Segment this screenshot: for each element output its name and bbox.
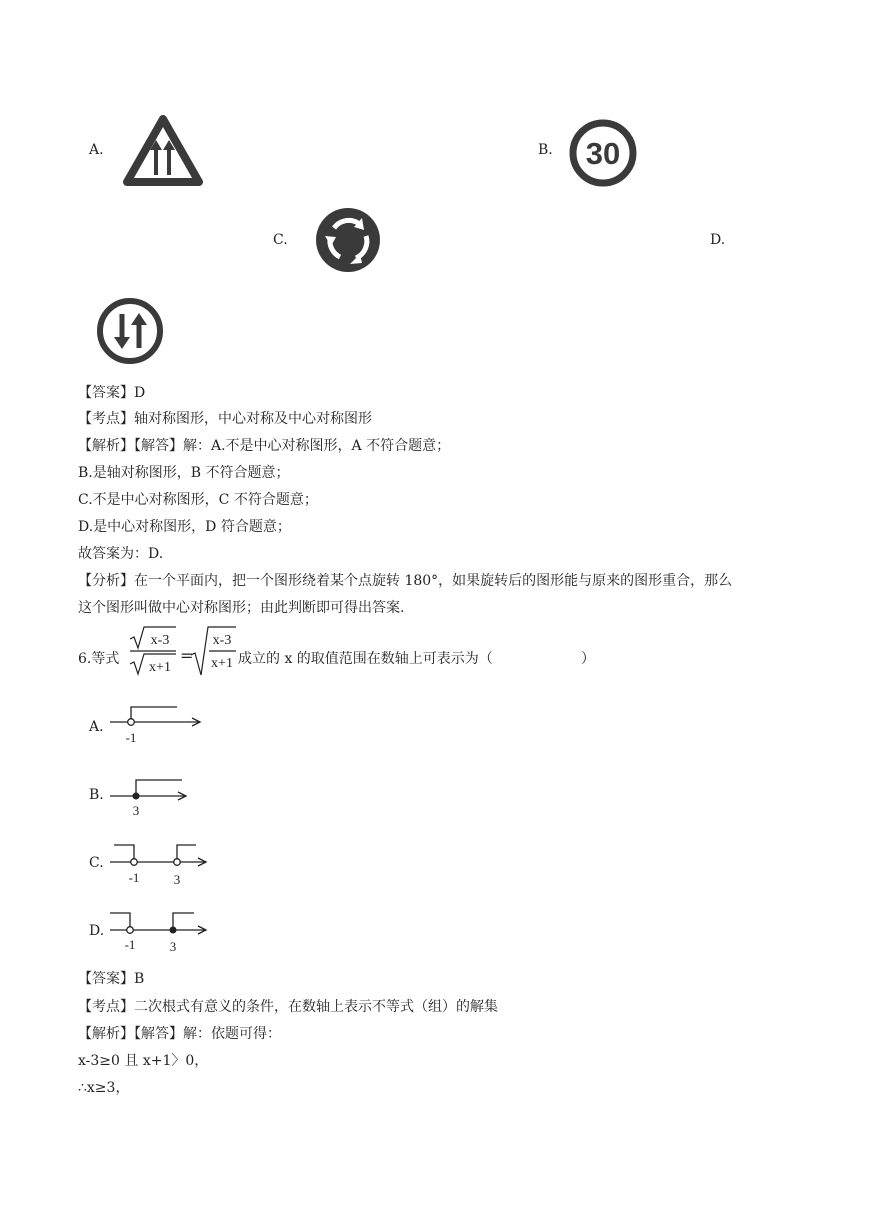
open-point-marker [174,859,181,866]
q5-answer: 【答案】D [78,385,146,401]
tick-label: 3 [132,803,140,818]
q5-option-d-label: D. [710,232,726,248]
q6-option-a-number-line [106,702,206,746]
q6-rhs-denominator: x+1 [211,656,233,671]
q5-jiexi-2: B.是轴对称图形，B 不符合题意； [78,465,290,481]
open-point-marker [128,719,135,726]
q5-jiexi-3: C.不是中心对称图形，C 不符合题意； [78,492,318,508]
q6-option-b-number-line [106,773,190,819]
roundabout-sign-icon [314,206,382,274]
q5-jiexi-4: D.是中心对称图形，D 符合题意； [78,519,291,535]
q5-option-a-label: A. [89,142,104,158]
q6-lhs-numerator: x-3 [150,633,170,648]
q6-option-b-label: B. [89,787,104,803]
q5-jiexi-1: 【解析】【解答】解：A.不是中心对称图形，A 不符合题意； [78,438,451,454]
q6-kaodian: 【考点】二次根式有意义的条件，在数轴上表示不等式（组）的解集 [78,999,498,1015]
closed-point-marker [133,793,140,800]
triangle-two-up-arrows-sign-icon [121,113,205,187]
q6-rhs-radical [190,625,238,677]
q6-option-c-label: C. [89,855,104,871]
q6-stem-suffix: 成立的 x 的取值范围在数轴上可表示为（ [238,651,493,667]
q5-kaodian: 【考点】轴对称图形，中心对称及中心对称图形 [78,411,372,427]
q6-stem-prefix: 6.等式 [78,651,120,667]
q6-option-d-number-line [106,908,210,956]
speed-limit-sign-icon [568,118,638,188]
open-point-marker [127,927,134,934]
tick-label: 3 [173,872,181,887]
down-up-arrows-circle-sign-icon [95,296,165,366]
q6-jiexi-3: ∴x≥3， [78,1080,130,1096]
tick-label: -1 [128,870,140,885]
q6-option-d-label: D. [89,923,105,939]
q6-equals-sign: = [180,646,194,665]
q6-option-c-number-line [106,840,210,888]
q6-jiexi-1: 【解析】【解答】解：依题可得： [78,1026,281,1042]
tick-label: 3 [169,939,177,954]
q5-option-c-label: C. [273,232,288,248]
tick-label: -1 [125,730,137,745]
q5-fenxi-1: 【分析】在一个平面内，把一个图形绕着某个点旋转 180°，如果旋转后的图形能与原来的图形重合，那么 [78,573,733,589]
tick-label: -1 [124,937,136,952]
closed-point-marker [170,927,177,934]
q6-lhs-fraction [128,625,178,677]
q6-rhs-numerator: x-3 [212,633,232,648]
speed-limit-value: 30 [585,136,621,171]
open-point-marker [131,859,138,866]
q5-fenxi-2: 这个图形叫做中心对称图形；由此判断即可得出答案. [78,600,405,616]
q6-option-a-label: A. [89,719,104,735]
q5-jiexi-5: 故答案为：D. [78,546,164,562]
q6-lhs-denominator: x+1 [149,660,171,675]
q5-option-b-label: B. [538,142,553,158]
q6-answer: 【答案】B [78,971,145,987]
q6-jiexi-2: x-3≥0 且 x+1〉0， [78,1053,209,1069]
q6-stem-close-paren: ） [581,651,595,667]
